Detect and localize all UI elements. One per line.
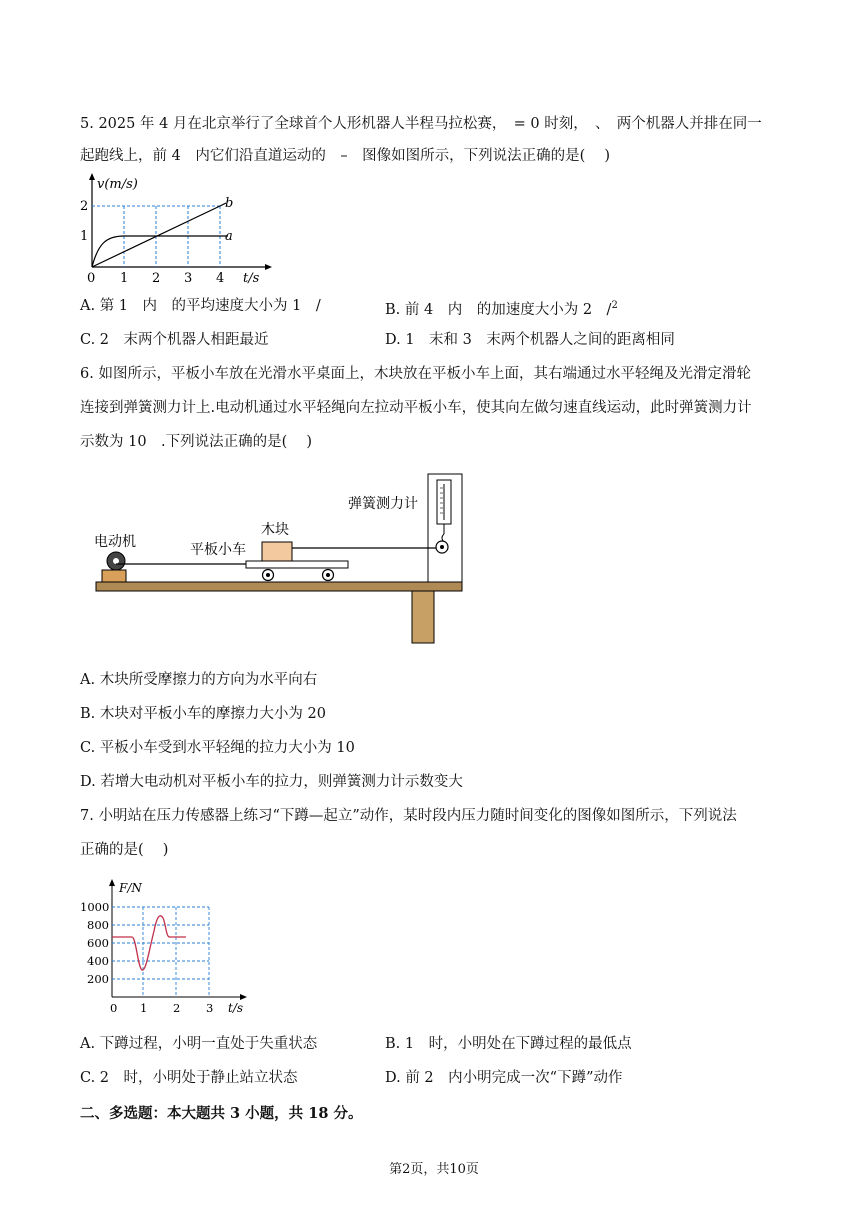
q6-label-cart: 平板小车: [190, 542, 246, 558]
q6-apparatus-figure: [90, 470, 470, 650]
q7-xtick-3: 3: [206, 1001, 214, 1015]
q5-xlabel: t/s: [243, 271, 260, 286]
q7-ytick-800: 800: [87, 918, 109, 932]
q5-ytick-2: 2: [80, 199, 89, 214]
q5-ylabel: v(m/s): [97, 177, 138, 192]
q7-stem-line2: 正确的是( ): [80, 842, 169, 858]
q6-option-d: D. 若增大电动机对平板小车的拉力，则弹簧测力计示数变大: [80, 774, 463, 790]
q7-option-c: C. 2 时，小明处于静止站立状态: [80, 1070, 298, 1086]
q5-ytick-1: 1: [80, 229, 89, 244]
q6-stem-line3: 示数为 10 .下列说法正确的是( ): [80, 434, 313, 450]
q6-label-block: 木块: [261, 522, 289, 538]
q7-xtick-0: 0: [110, 1001, 118, 1015]
q5-xtick-1: 1: [120, 271, 129, 286]
q6-label-meter: 弹簧测力计: [348, 496, 418, 512]
q7-ytick-200: 200: [87, 972, 109, 986]
q7-option-a: A. 下蹲过程，小明一直处于失重状态: [80, 1036, 318, 1052]
q7-xlabel: t/s: [228, 1001, 244, 1015]
q7-stem-line1: 7. 小明站在压力传感器上练习“下蹲—起立”动作，某时段内压力随时间变化的图像如图所示，下列说法: [80, 808, 737, 824]
q7-option-b: B. 1 时，小明处在下蹲过程的最低点: [385, 1036, 632, 1052]
q7-ylabel: F/N: [119, 881, 142, 895]
q5-xtick-3: 3: [184, 271, 193, 286]
q7-xtick-1: 1: [140, 1001, 148, 1015]
q5-label-a: a: [225, 229, 233, 244]
section-heading-multiple-choice: 二、多选题：本大题共 3 小题，共 18 分。: [80, 1105, 363, 1122]
q5-stem-line1: 5. 2025 年 4 月在北京举行了全球首个人形机器人半程马拉松赛， = 0 时刻， 、 两个机器人并排在同一: [80, 116, 762, 132]
q5-option-a: A. 第 1 内 的平均速度大小为 1 /: [80, 298, 321, 314]
q5-stem-line2: 起跑线上，前 4 内它们沿直道运动的 – 图像如图所示，下列说法正确的是( ): [80, 148, 611, 164]
q5-option-d: D. 1 末和 3 末两个机器人之间的距离相同: [385, 332, 675, 348]
q6-option-b: B. 木块对平板小车的摩擦力大小为 20: [80, 706, 326, 722]
q5-vt-graph: [80, 172, 280, 287]
q7-ytick-400: 400: [87, 954, 109, 968]
q5-option-b: B. 前 4 内 的加速度大小为 2 /$^2$: [385, 300, 618, 318]
q5-xtick-4: 4: [216, 271, 225, 286]
q7-force-time-graph: [80, 876, 260, 1026]
page-footer: 第2页，共10页: [389, 1162, 479, 1177]
q7-ytick-600: 600: [87, 936, 109, 950]
q5-xtick-2: 2: [152, 271, 161, 286]
q6-stem-line2: 连接到弹簧测力计上.电动机通过水平轻绳向左拉动平板小车，使其向左做匀速直线运动，此时弹簧测力计: [80, 400, 752, 416]
q6-option-a: A. 木块所受摩擦力的方向为水平向右: [80, 672, 318, 688]
q5-xtick-0: 0: [87, 271, 96, 286]
q5-option-c: C. 2 末两个机器人相距最近: [80, 332, 269, 348]
q5-label-b: b: [225, 196, 234, 211]
q7-ytick-1000: 1000: [80, 900, 110, 914]
q7-option-d: D. 前 2 内小明完成一次“下蹲”动作: [385, 1070, 623, 1086]
q6-stem-line1: 6. 如图所示，平板小车放在光滑水平桌面上，木块放在平板小车上面，其右端通过水平轻绳及光滑定滑轮: [80, 366, 751, 382]
q7-xtick-2: 2: [173, 1001, 181, 1015]
q6-label-motor: 电动机: [94, 534, 136, 550]
q6-option-c: C. 平板小车受到水平轻绳的拉力大小为 10: [80, 740, 355, 756]
